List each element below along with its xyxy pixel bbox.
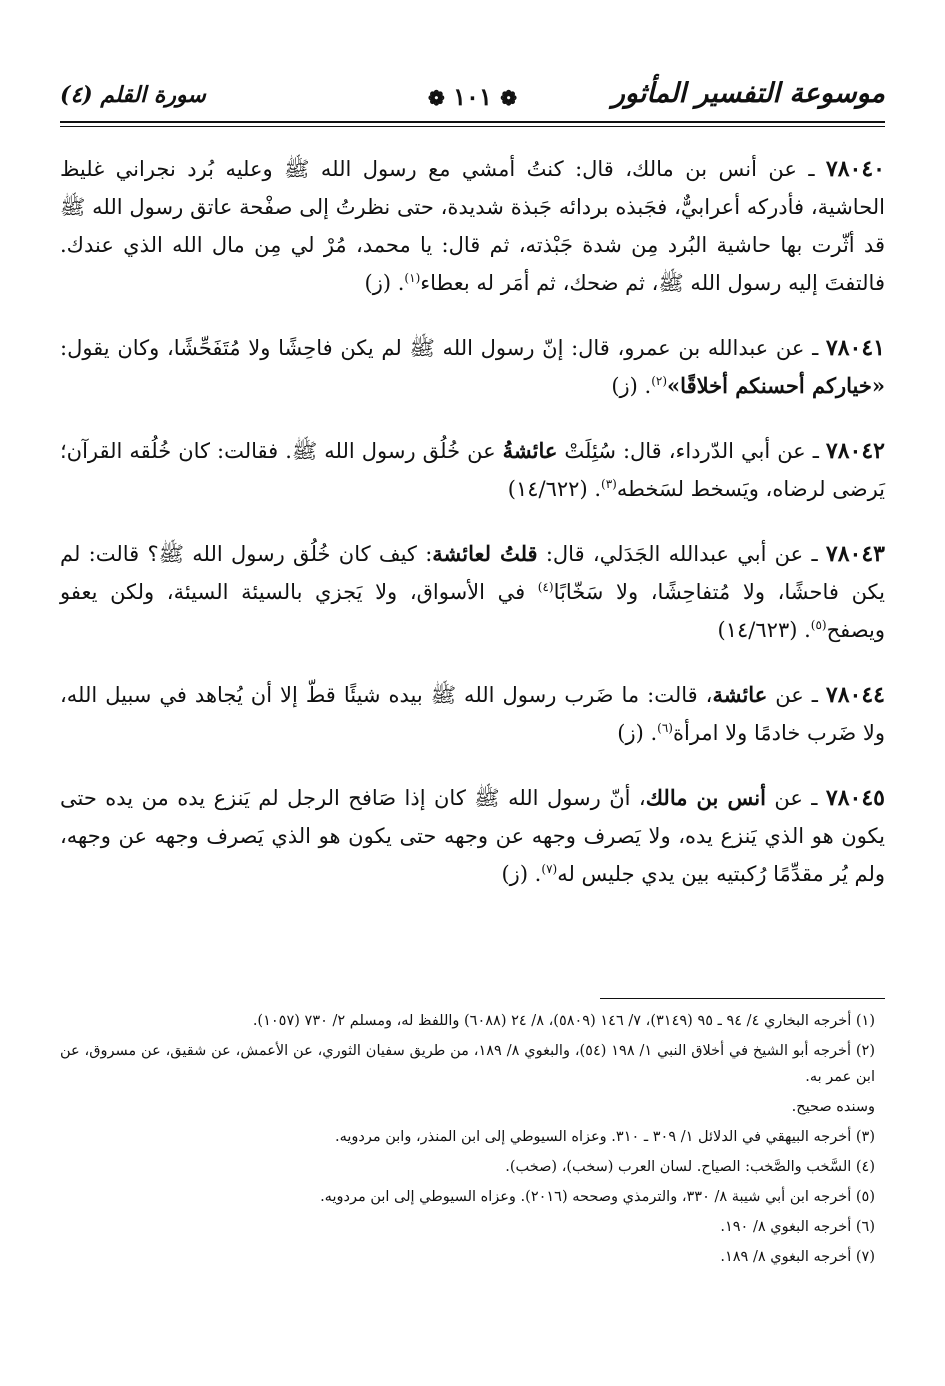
hadith-entry (60, 779, 885, 893)
hadith-text: ـ عن أبي عبدالله الجَدَلي، قال: (537, 542, 826, 566)
footnote: (٦) أخرجه البغوي ٨/ ١٩٠. (720, 1219, 875, 1235)
footnote: (٤) السَّخب والصَّخب: الصياح. لسان العرب (سخب)، (صخب). (505, 1159, 875, 1175)
hadith-text: . (ز) (611, 374, 652, 398)
footnotes (60, 1008, 875, 1274)
page-header (60, 78, 885, 122)
hadith-text: عائشة (712, 682, 768, 707)
ornament-icon: ❁ (500, 86, 517, 110)
footnote: (٣) أخرجه البيهقي في الدلائل ١/ ٣٠٩ ـ ٣١٠. وعزاه السيوطي إلى ابن المنذر، وابن مردويه. (334, 1129, 875, 1145)
hadith-number: ٧٨٠٤٥ (825, 785, 885, 811)
footnote-ref: (٤) (537, 580, 554, 594)
hadith-entry (60, 676, 885, 752)
page-number: ١٠١ (453, 82, 492, 111)
hadith-text: «خياركم أحسنكم أخلاقًا» (667, 373, 885, 398)
hadith-text: أنس بن مالك (645, 785, 766, 810)
hadith-text: ، أنّ رسول الله ﷺ كان إذا صَافح الرجل لم يَنزع يده من يده حتى يكون هو الذي يَنزع يده، ولا يَصرف وجهه عن وجهه حتى يكون هو الذي يَصرف وجهه عن وجهه، ولم يُر مقدِّمًا رُكبتيه بين يدي جليس له (60, 786, 885, 886)
hadith-text: . (١٤/٦٢٣) (717, 618, 811, 642)
footnote: (٢) أخرجه أبو الشيخ في أخلاق النبي ١/ ١٩٨ (٥٤)، والبغوي ٨/ ١٨٩، من طريق سفيان الثوري، عن الأعمش، عن شقيق، عن مسروق، عن ابن عمر به. (60, 1043, 875, 1085)
hadith-text: عائشةُ (502, 438, 558, 463)
hadith-number: ٧٨٠٤١ (825, 335, 885, 361)
book-title: موسوعة التفسير المأثور (611, 78, 885, 109)
footnote-ref: (١) (404, 271, 421, 285)
hadith-text: . (ز) (501, 862, 542, 886)
footnote-ref: (٢) (651, 374, 668, 388)
hadith-number: ٧٨٠٤٣ (825, 541, 885, 567)
hadith-text: في الأسواق، ولا يَجزي بالسيئة السيئة، ولكن يعفو ويصفح (60, 580, 885, 642)
hadith-text: ـ عن أبي الدّرداء، قال: سُئِلَتْ (557, 439, 826, 463)
hadith-text: : كيف كان خُلُق رسول الله ﷺ؟ قالت: لم يكن فاحشًا، ولا مُتفاحِشًا، ولا سَخّابًا (60, 542, 885, 604)
hadith-entry (60, 535, 885, 649)
footnote: وسنده صحيح. (791, 1099, 875, 1115)
footnote-ref: (٧) (541, 862, 558, 876)
hadith-text: ـ عن عبدالله بن عمرو، قال: إنّ رسول الله ﷺ لم يكن فاحِشًا ولا مُتَفَحِّشًا، وكان يقول: (60, 336, 826, 360)
header-rule (60, 121, 885, 123)
hadith-text: . (١٤/٦٢٢) (507, 477, 601, 501)
ornament-icon: ❁ (428, 86, 445, 110)
hadith-list (60, 150, 885, 920)
hadith-number: ٧٨٠٤٤ (825, 682, 885, 708)
hadith-number: ٧٨٠٤٢ (825, 438, 885, 464)
hadith-text: ، قالت: ما ضَرب رسول الله ﷺ بيده شيئًا قطّ إلا أن يُجاهد في سبيل الله، ولا ضَرب خادمًا ولا امرأة (60, 683, 885, 745)
hadith-text: ـ عن (767, 683, 826, 707)
hadith-entry (60, 329, 885, 405)
footnote-ref: (٦) (657, 721, 673, 735)
footnote-ref: (٥) (810, 618, 827, 632)
header-rule (60, 126, 885, 127)
surah-name: سورة القلم (٤) (60, 82, 206, 108)
hadith-text: عن خُلُق رسول الله ﷺ. فقالت: كان خُلُقه القرآن؛ يَرضى لرضاه، ويَسخط لسَخطه (60, 439, 885, 501)
hadith-entry (60, 432, 885, 508)
hadith-entry (60, 150, 885, 302)
hadith-number: ٧٨٠٤٠ (825, 156, 885, 182)
hadith-text: . (ز) (364, 271, 405, 295)
footnote: (١) أخرجه البخاري ٤/ ٩٤ ـ ٩٥ (٣١٤٩)، ٧/ ١٤٦ (٥٨٠٩)، ٨/ ٢٤ (٦٠٨٨) واللفظ له، ومسلم ٢/ ٧٣٠ (١٠٥٧). (252, 1013, 875, 1029)
hadith-text: قلتُ لعائشة (432, 541, 538, 566)
footnote-separator (600, 998, 885, 999)
hadith-text: ـ عن (765, 786, 826, 810)
footnote: (٥) أخرجه ابن أبي شيبة ٨/ ٣٣٠، والترمذي وصححه (٢٠١٦). وعزاه السيوطي إلى ابن مردويه. (320, 1189, 875, 1205)
hadith-text: ـ عن أنس بن مالك، قال: كنتُ أمشي مع رسول الله ﷺ وعليه بُرد نجراني غليظ الحاشية، فأدركه أعرابيٌّ، فجَبذه بردائه جَبذة شديدة، حتى نظرتُ إلى صفْحة عاتق رسول الله ﷺ قد أثّرت بها حاشية البُرد مِن شدة جَبْذته، ثم قال: يا محمد، مُرْ لي مِن مال الله الذي عندك. فالتفتَ إليه رسول الله ﷺ، ثم ضحك، ثم أمَر له بعطاء (60, 157, 885, 295)
footnote-ref: (٣) (601, 477, 617, 491)
hadith-text: . (ز) (617, 721, 658, 745)
footnote: (٧) أخرجه البغوي ٨/ ١٨٩. (720, 1249, 875, 1265)
